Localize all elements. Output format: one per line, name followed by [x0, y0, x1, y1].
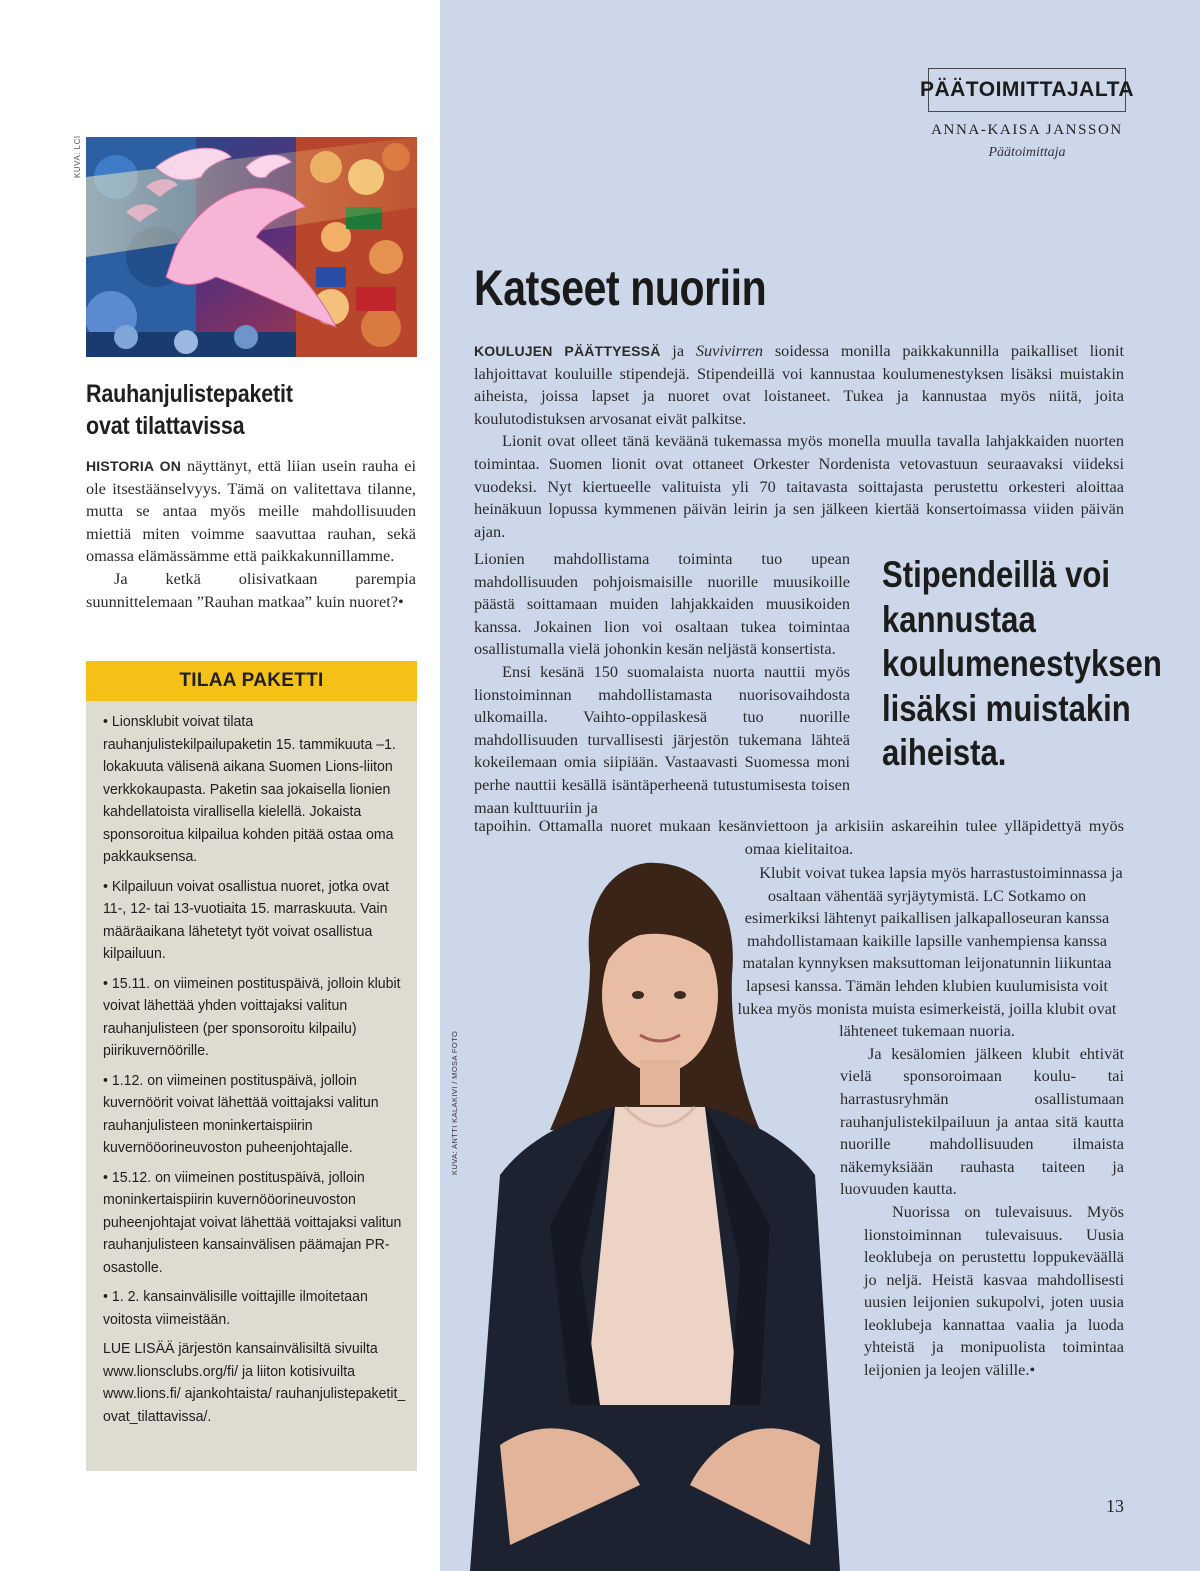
list-item: • Kilpailuun voivat osallistua nuoret, jotka ovat 11-, 12- tai 13-vuotiaita 15. marraskuuta. Vain määräaikana lähetetyt työt voivat osallistua kilpailuun. [103, 877, 390, 962]
list-item: • 15.11. on viimeinen postituspäivä, jolloin klubit voivat lähettää yhden voittajaksi valitun rauhanjulisteen (per sponsoroitu kilpailu) piirikuvernöörille. [103, 974, 401, 1059]
article-body-wide [474, 815, 1124, 860]
sidebar-photo-credit: KUVA: LCI [73, 135, 82, 178]
article-paragraph: Ensi kesänä 150 suomalaista nuorta nauttii myös lionstoiminnan mahdollistamasta nuorisovaihdosta ulkomailla. Vaihto-oppilaskesä tuo nuorille mahdollisuuden turvallisesti järjestön tukemana lähteä kokeilemaan omia siipiään. Vastaavasti Suomessa moni perhe nauttii kesällä isäntäperheenä tutustumisesta toisen maan kulttuuriin ja [474, 661, 850, 817]
page-number: 13 [1106, 1496, 1124, 1516]
list-item: • 1.12. on viimeinen postituspäivä, jolloin kuvernöörit voivat lähettää voittajaksi valitun rauhanjulisteen moninkertaispiirin kuvernööorineuvoston puheenjohtajalle. [103, 1071, 379, 1156]
pull-quote: Stipendeillä voi kannustaa koulumenestyksen lisäksi muistakin aiheista. [882, 554, 1162, 773]
author-role: Päätoimittaja [988, 145, 1066, 160]
order-package-box [86, 661, 417, 1471]
peace-poster-image [86, 137, 417, 357]
list-item: • 15.12. on viimeinen postituspäivä, jolloin moninkertaispiirin kuvernööorineuvoston puheenjohtajat voivat lähettää voittajaksi valitun rauhanjulisteen kansainvälisen päämajan PR-osastolle. [103, 1168, 402, 1276]
article-paragraph: Nuorissa on tulevaisuus. Myös lionstoiminnan tulevaisuus. Uusia leoklubeja on perustettu loppukeväällä jo neljä. Heistä kasvaa mahdollisesti uusien leijonien sukupolvi, joten uusia leoklubeja kannattaa vaalia ja luoda yhteistä ja monipuolista toimintaa leijonien ja leojen välille.• [864, 1201, 1124, 1380]
article-paragraph: tapoihin. Ottamalla nuoret mukaan kesänviettoon ja arkisiin askareihin tulee ylläpidettyä myös omaa kielitaitoa. [474, 816, 1124, 858]
article-paragraph: KOULUJEN PÄÄTTYESSÄ ja Suvivirren soidessa monilla paikkakunnilla paikalliset lionit lahjoittavat kouluille stipendejä. Stipendeillä voi kannustaa koulumenestyksen lisäksi muistakin aiheista, joissa lapset ja nuoret ovat loistaneet. Tukea ja kannustaa myös niitä, joita koulutodistuksen arvosanat eivät palkitse. [474, 341, 1125, 428]
article-title: Katseet nuoriin [474, 260, 767, 316]
sidebar-paragraph: Ja ketkä olisivatkaan parempia suunnittelemaan ”Rauhan matkaa” kuin nuoret?• [86, 568, 416, 611]
article-paragraph: Lionit ovat olleet tänä keväänä tukemassa myös monella muulla tavalla lahjakkaiden nuorten toimintaa. Suomen lionit ovat ottaneet Orkester Nordenista vetovastuun seuraavaksi viideksi vuodeksi. Nyt kiertueelle valituista yli 70 taitavasta soittajasta perustettu orkesteri aloittaa heinäkuun lopussa kymmenen päivän leirin ja sen jälkeen kiertää konsertoimassa viiden päivän ajan. [474, 431, 1124, 541]
article-paragraph: Ja kesälomien jälkeen klubit ehtivät vielä sponsoroimaan koulu- tai harrastusryhmän osallistumaan rauhanjulistekilpailuun ja antaa sitä kautta nuorille mahdollisuuden ilmaista näkemyksiään rauhasta taiteen ja luovuuden kautta. [840, 1043, 1124, 1199]
order-box-header: TILAA PAKETTI [86, 661, 417, 701]
sidebar-body [86, 455, 416, 613]
author-name: ANNA-KAISA JANSSON [931, 122, 1123, 138]
article-paragraph: Klubit voivat tukea lapsia myös harrastustoiminnassa ja osaltaan vähentää syrjäytymistä. LC Sotkamo on esimerkiksi lähtenyt paikallisen jalkapalloseuran kanssa mahdollistamaan kaikille lapsille vanhempiensa kanssa matalan kynnyksen maksuttoman leijonatunnin liikuntaa lapsesi kanssa. Tämän lehden klubien kuulumisista voit lukea myös monista muista esimerkeistä, joilla klubit ovat lähteneet tukemaan nuoria. [737, 863, 1123, 1041]
order-list [86, 701, 417, 1428]
portrait-photo-credit: KUVA: ANTTI KALAKIVI / MOSA FOTO [450, 1030, 459, 1175]
sidebar-column [0, 0, 440, 1571]
read-more-text: LUE LISÄÄ järjestön kansainvälisiltä sivuilta www.lionsclubs.org/fi/ ja liiton kotisivuilta www.lions.fi/ ajankohtaista/ rauhanjulistepaketit_ ovat_tilattavissa/. [103, 1340, 406, 1425]
article-body-lower [730, 862, 1124, 1382]
list-item: • Lionsklubit voivat tilata rauhanjulistekilpailupaketin 15. tammikuuta –1. lokakuuta välisenä aikana Suomen Lions-liiton verkkokaupasta. Paketin saa jokaisella lionien kahdellatoista virallisella kielellä. Jokaista sponsoroitua kilpailua kohden pitää ostaa oma pakkauksensa. [103, 713, 396, 865]
sidebar-title: Rauhanjulistepaketit ovat tilattavissa [86, 380, 293, 440]
sidebar-paragraph: HISTORIA ON näyttänyt, että liian usein rauha ei ole itsestäänselvyys. Tämä on valitettava tilanne, mutta se antaa myös meille mahdollisuuden miettiä miten voimme saavuttaa rauhan, sekä omassa elämässämme että paikkakunnillamme. [86, 456, 416, 566]
article-paragraph: Lionien mahdollistama toiminta tuo upean mahdollisuuden pohjoismaisille nuorille muusikoille päästä soittamaan muiden lahjakkaiden muusikoiden kanssa. Jokainen lion voi osaltaan tukea toimintaa osallistumalla vielä johonkin kesän neljästä konsertista. [474, 549, 850, 659]
editorial-column [440, 0, 1200, 1571]
list-item: • 1. 2. kansainvälisille voittajille ilmoitetaan voitosta viimeistään. [103, 1288, 368, 1328]
article-body-top [474, 340, 1124, 543]
article-body-narrow [474, 548, 850, 819]
section-tag: PÄÄTOIMITTAJALTA [928, 68, 1126, 112]
